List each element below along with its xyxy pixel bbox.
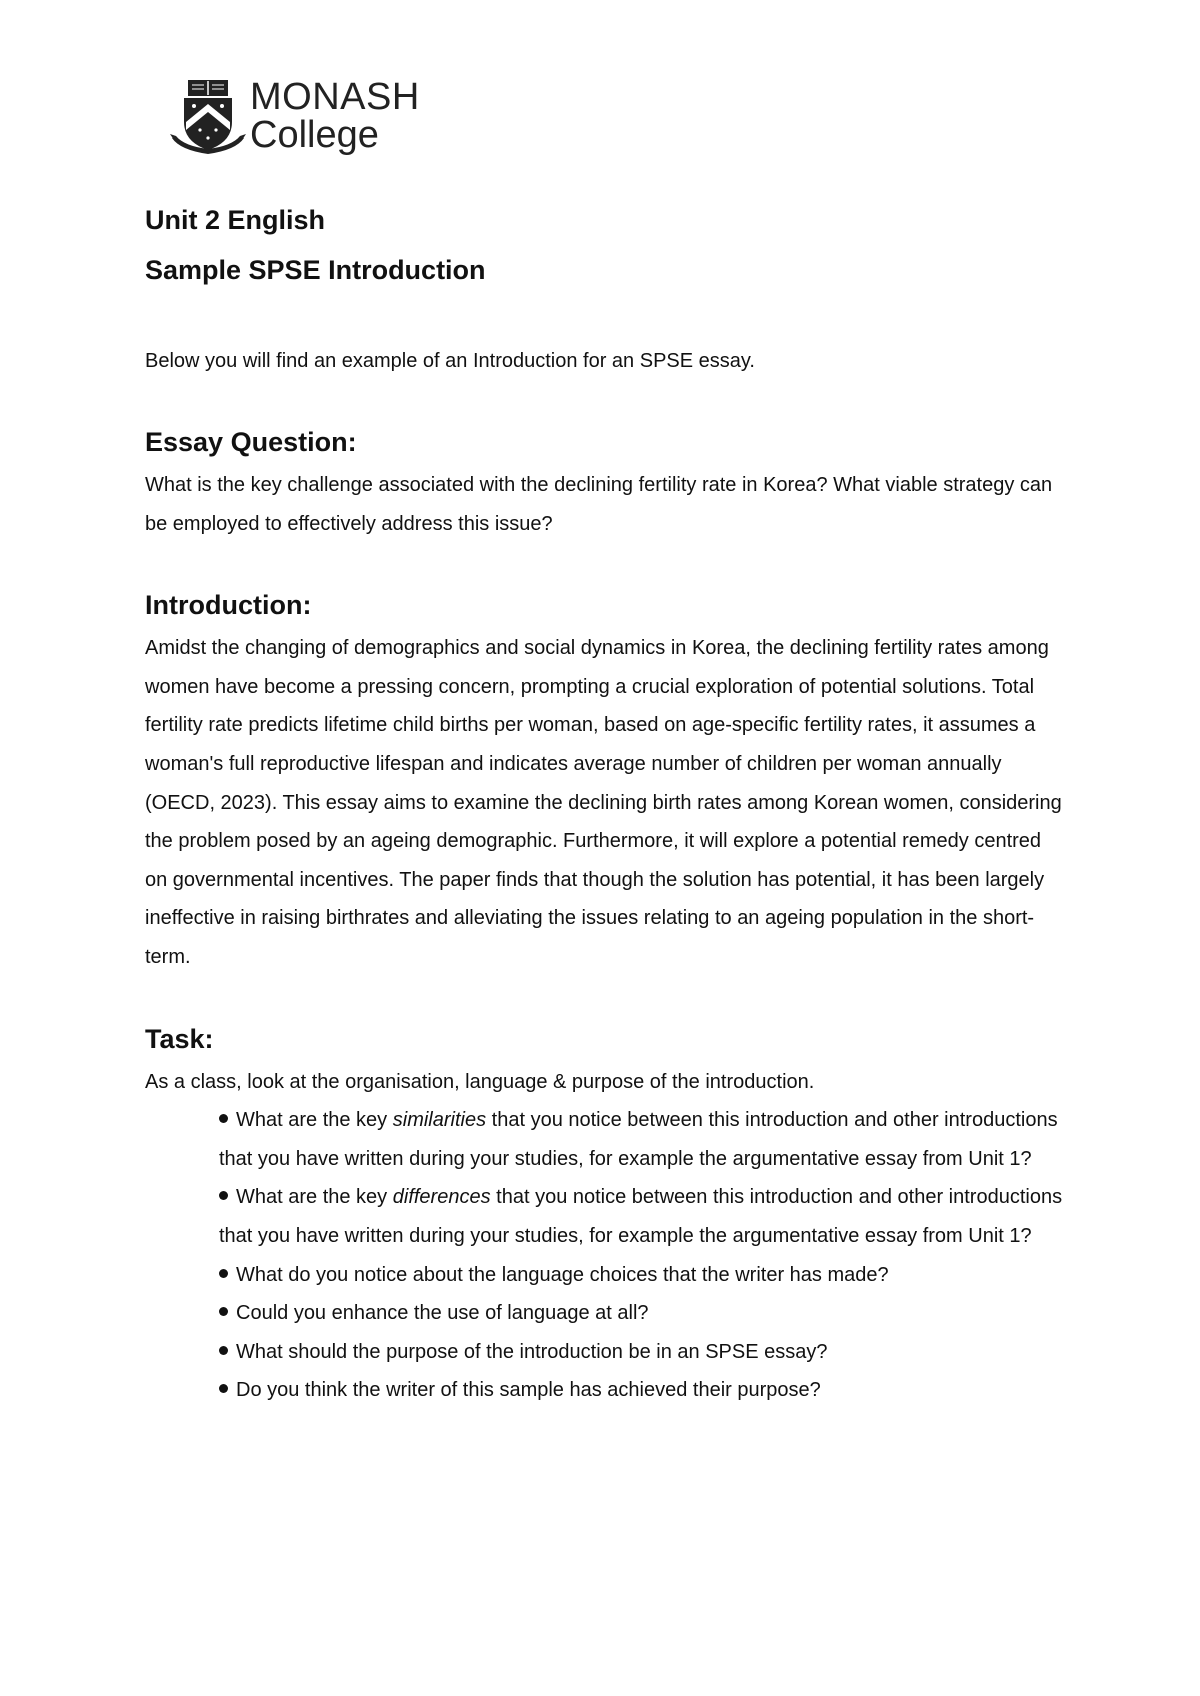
crest-icon (170, 78, 246, 158)
task-question-text: What are the key (236, 1186, 393, 1209)
task-question-item (219, 1333, 1065, 1372)
task-question-item (219, 1101, 1065, 1178)
bullet-icon (219, 1269, 228, 1278)
bullet-icon (219, 1384, 228, 1393)
document-subtitle: Sample SPSE Introduction (145, 255, 486, 285)
task-question-text: What should the purpose of the introduction be in an SPSE essay? (236, 1340, 828, 1363)
task-heading: Task: (145, 1023, 214, 1054)
essay-question-text: What is the key challenge associated with the declining fertility rate in Korea? What viable strategy can be employed to effectively address this issue? (145, 474, 1053, 535)
bullet-icon (219, 1191, 228, 1200)
task-lead: As a class, look at the organisation, language & purpose of the introduction. (145, 1070, 815, 1093)
intro-line: Below you will find an example of an Introduction for an SPSE essay. (145, 350, 755, 372)
task-question-item (219, 1178, 1065, 1255)
bullet-icon (219, 1346, 228, 1355)
monash-college-logo (170, 76, 440, 160)
task-question-text: What do you notice about the language choices that the writer has made? (236, 1263, 889, 1286)
task-question-text: that you notice between this introduction and other introductions that you have written during your studies, for example the argumentative essay from Unit 1? (219, 1109, 1058, 1170)
task-question-emphasis: differences (392, 1186, 491, 1209)
task-question-item (219, 1294, 1065, 1333)
task-question-item (219, 1371, 1065, 1410)
task-question-item (219, 1256, 1065, 1295)
essay-question-heading: Essay Question: (145, 427, 357, 457)
task-question-text: Do you think the writer of this sample has achieved their purpose? (236, 1379, 821, 1402)
logo-wordmark-monash: MONASH (250, 76, 420, 118)
logo-wordmark-college: College (250, 114, 379, 156)
document-title: Unit 2 English (145, 205, 326, 235)
introduction-text: Amidst the changing of demographics and social dynamics in Korea, the declining fertility rates among women have become a pressing concern, prompting a crucial exploration of potential solutions. Total fertility rate predicts lifetime child births per woman, based on age-specific fertility rates, it assumes a woman's full reproductive lifespan and indicates average number of children per woman annually (OECD, 2023). This essay aims to examine the declining birth rates among Korean women, considering the problem posed by an ageing demographic. Furthermore, it will explore a potential remedy centred on governmental incentives. The paper finds that though the solution has potential, it has been largely ineffective in raising birthrates and alleviating the issues relating to an ageing population in the short-term. (145, 637, 1062, 968)
document-content (145, 200, 1065, 1410)
task-question-text: What are the key (236, 1109, 393, 1132)
task-question-emphasis: similarities (392, 1109, 487, 1132)
task-question-list (145, 1101, 1065, 1410)
bullet-icon (219, 1307, 228, 1316)
task-question-text: Could you enhance the use of language at all? (236, 1302, 649, 1325)
task-question-text: that you notice between this introduction and other introductions that you have written during your studies, for example the argumentative essay from Unit 1? (219, 1186, 1063, 1247)
bullet-icon (219, 1114, 228, 1123)
introduction-heading: Introduction: (145, 590, 312, 621)
